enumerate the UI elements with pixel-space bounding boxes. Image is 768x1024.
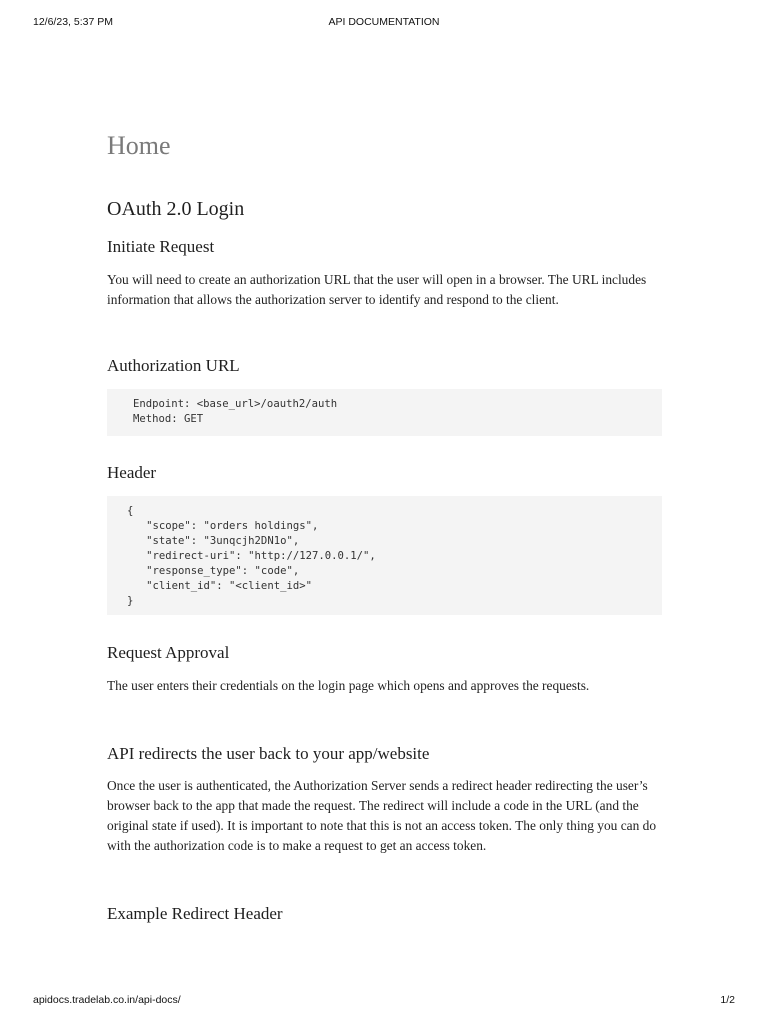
code-line: } bbox=[127, 595, 134, 607]
print-title: API DOCUMENTATION bbox=[328, 16, 440, 28]
page-number: 1/2 bbox=[720, 994, 735, 1006]
code-line: "client_id": "<client_id>" bbox=[127, 580, 312, 592]
code-line: "scope": "orders holdings", bbox=[127, 520, 319, 532]
code-line: Method: GET bbox=[133, 413, 204, 425]
code-line: "redirect-uri": "http://127.0.0.1/", bbox=[127, 550, 376, 562]
heading-example-redirect-header: Example Redirect Header bbox=[107, 904, 283, 923]
code-block-header bbox=[107, 496, 662, 615]
print-datetime: 12/6/23, 5:37 PM bbox=[33, 16, 113, 28]
code-line: { bbox=[127, 505, 134, 517]
heading-api-redirects: API redirects the user back to your app/website bbox=[107, 744, 430, 763]
code-line: "response_type": "code", bbox=[127, 565, 300, 577]
code-line: "state": "3unqcjh2DN1o", bbox=[127, 535, 300, 547]
code-line: Endpoint: <base_url>/oauth2/auth bbox=[133, 398, 338, 410]
print-footer bbox=[33, 994, 735, 1008]
print-url: apidocs.tradelab.co.in/api-docs/ bbox=[33, 994, 181, 1006]
section-title-oauth: OAuth 2.0 Login bbox=[107, 198, 245, 220]
heading-authorization-url: Authorization URL bbox=[107, 356, 240, 375]
print-header bbox=[33, 16, 735, 30]
heading-request-approval: Request Approval bbox=[107, 643, 230, 662]
code-block-authorization-url bbox=[107, 389, 662, 436]
paragraph-initiate-request: You will need to create an authorization URL that the user will open in a browser. The URL includes information that allows the authorization server to identify and respond to the client. bbox=[107, 272, 647, 307]
paragraph-api-redirects: Once the user is authenticated, the Authorization Server sends a redirect header redirecting the user’s browser back to the app that made the request. The redirect will include a code in the URL (and the original state if used). It is important to note that this is not an access token. The only thing you can do with the authorization code is to make a request to get an access token. bbox=[107, 778, 657, 853]
paragraph-request-approval: The user enters their credentials on the login page which opens and approves the requests. bbox=[107, 678, 590, 693]
page-title: Home bbox=[107, 131, 171, 160]
heading-initiate-request: Initiate Request bbox=[107, 237, 215, 256]
heading-header: Header bbox=[107, 463, 157, 482]
